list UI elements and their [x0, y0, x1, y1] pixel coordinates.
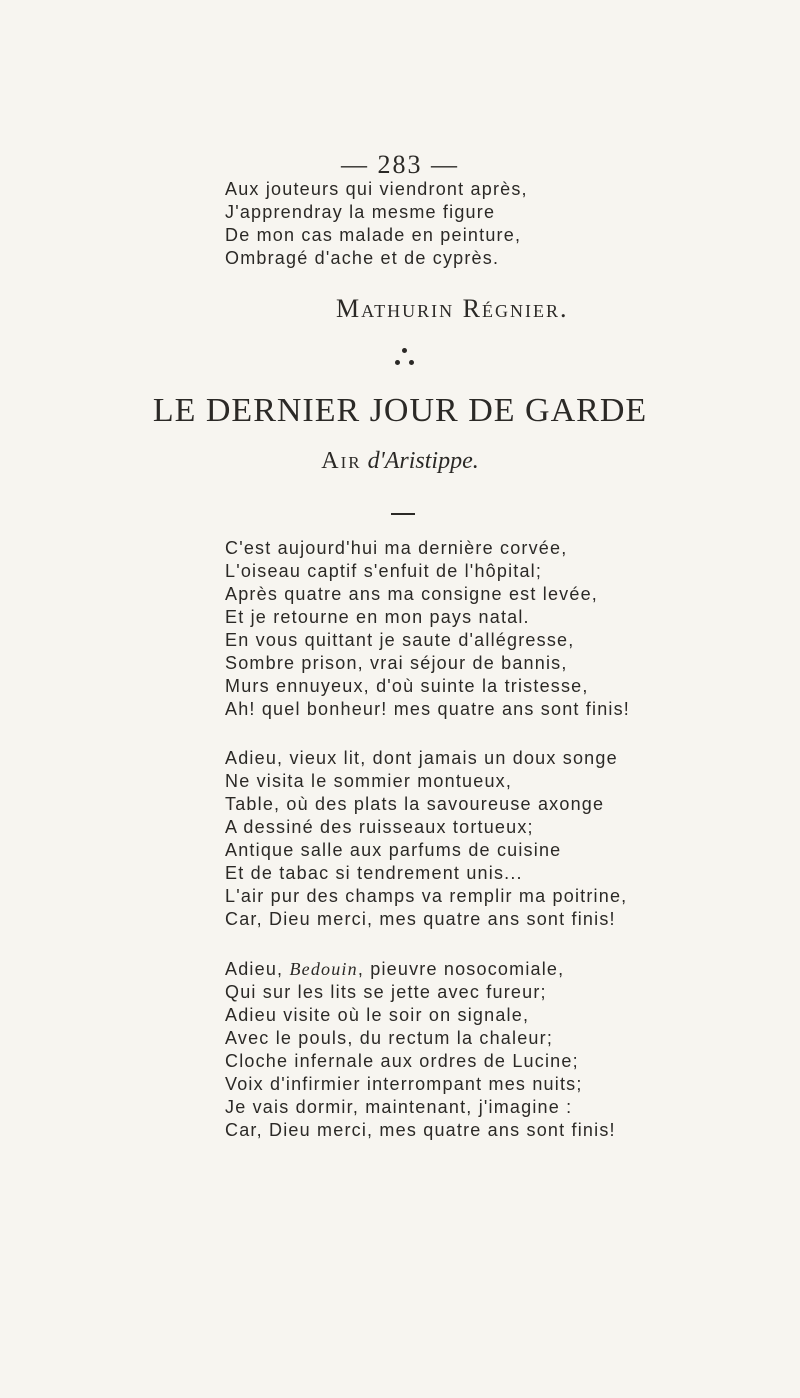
poem-line: Adieu, vieux lit, dont jamais un doux songe	[225, 748, 618, 768]
air-prefix: Air	[321, 448, 362, 474]
poem-line: Sombre prison, vrai séjour de bannis,	[225, 653, 568, 673]
poem-line: Antique salle aux parfums de cuisine	[225, 840, 562, 860]
poem-line: Ah! quel bonheur! mes quatre ans sont finis!	[225, 699, 631, 719]
poem-line: Adieu visite où le soir on signale,	[225, 1005, 530, 1025]
poem-line: Et je retourne en mon pays natal.	[225, 607, 530, 627]
poem-line: Car, Dieu merci, mes quatre ans sont finis!	[225, 909, 616, 929]
poem-line: Murs ennuyeux, d'où suinte la tristesse,	[225, 676, 589, 696]
asterism-dot	[402, 348, 407, 353]
poem-line: Qui sur les lits se jette avec fureur;	[225, 982, 547, 1002]
poem-line: Ombragé d'ache et de cyprès.	[225, 248, 500, 268]
poem-line: Et de tabac si tendrement unis...	[225, 863, 523, 883]
air-subtitle	[0, 448, 800, 475]
poem-line	[225, 958, 616, 981]
page-number: — 283 —	[341, 150, 459, 179]
poem-line: Après quatre ans ma consigne est levée,	[225, 584, 598, 604]
poem-line: C'est aujourd'hui ma dernière corvée,	[225, 538, 568, 558]
italic-name: Bedouin	[289, 959, 358, 979]
line-text: , pieuvre nosocomiale,	[357, 959, 565, 979]
air-tune: d'Aristippe.	[367, 448, 479, 474]
stanza-1	[225, 537, 630, 721]
epigraph-poem	[225, 178, 528, 270]
title-rule	[391, 513, 415, 515]
asterism-dot	[409, 360, 414, 365]
poem-line: Voix d'infirmier interrompant mes nuits;	[225, 1074, 583, 1094]
poem-line: En vous quittant je saute d'allégresse,	[225, 630, 575, 650]
poem-line: Je vais dormir, maintenant, j'imagine :	[225, 1097, 573, 1117]
poem-line: Car, Dieu merci, mes quatre ans sont finis!	[225, 1120, 616, 1140]
poem-line: De mon cas malade en peinture,	[225, 225, 522, 245]
poem-line: A dessiné des ruisseaux tortueux;	[225, 817, 534, 837]
stanza-2	[225, 747, 627, 931]
poem-line: Avec le pouls, du rectum la chaleur;	[225, 1028, 554, 1048]
author-signature: Mathurin Régnier.	[336, 294, 569, 323]
poem-line: L'air pur des champs va remplir ma poitrine,	[225, 886, 628, 906]
poem-line: J'apprendray la mesme figure	[225, 202, 496, 222]
poem-line: L'oiseau captif s'enfuit de l'hôpital;	[225, 561, 543, 581]
poem-line: Ne visita le sommier montueux,	[225, 771, 513, 791]
asterism-divider	[390, 340, 420, 380]
poem-line: Table, où des plats la savoureuse axonge	[225, 794, 605, 814]
stanza-3	[225, 958, 616, 1142]
asterism-dot	[395, 360, 400, 365]
poem-line: Aux jouteurs qui viendront après,	[225, 179, 528, 199]
poem-title: LE DERNIER JOUR DE GARDE	[152, 392, 648, 429]
poem-line: Cloche infernale aux ordres de Lucine;	[225, 1051, 579, 1071]
line-text: Adieu,	[225, 959, 290, 979]
